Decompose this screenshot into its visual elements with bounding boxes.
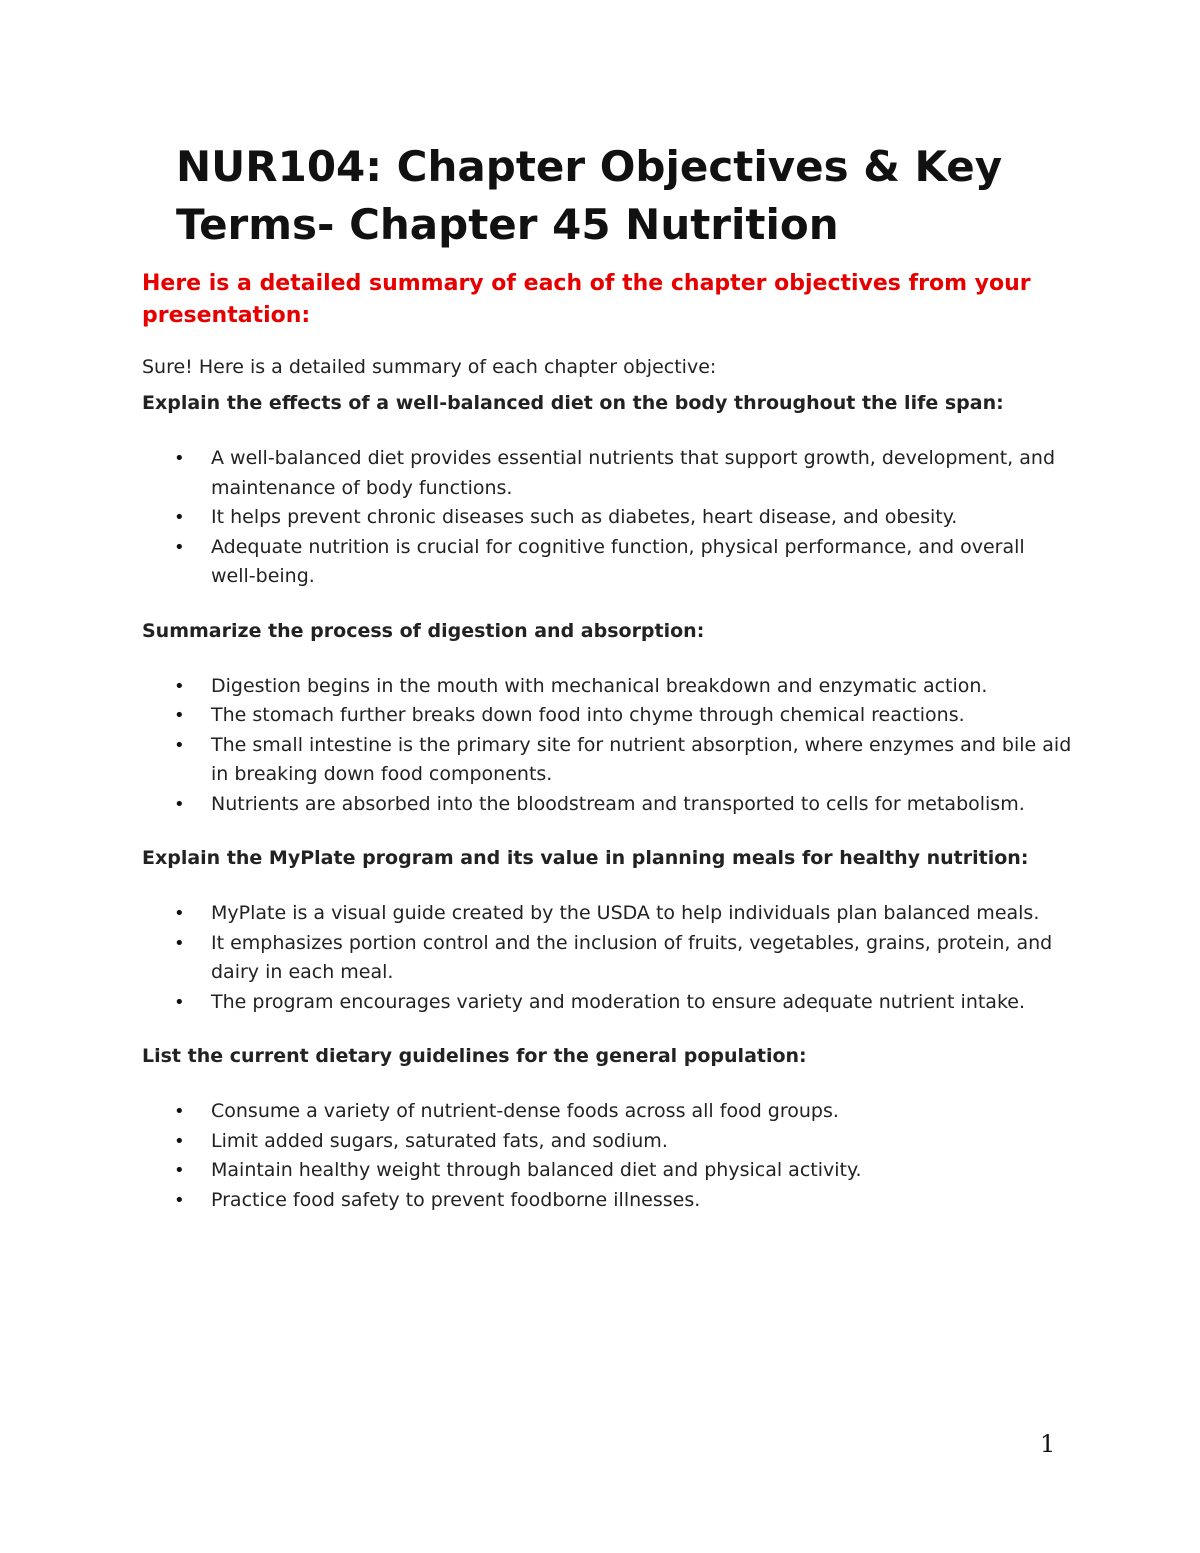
section-heading: List the current dietary guidelines for the general population: (142, 1045, 807, 1067)
list-item-text: MyPlate is a visual guide created by the USDA to help individuals plan balanced meals. (211, 902, 1040, 924)
bullet-icon: • (174, 507, 185, 528)
list-item (142, 899, 1072, 929)
bullet-icon: • (174, 903, 185, 924)
lead-sentence: Sure! Here is a detailed summary of each chapter objective: (142, 356, 717, 378)
list-item (142, 988, 1072, 1018)
bullet-icon: • (174, 793, 185, 815)
list-item-text: It helps prevent chronic diseases such as diabetes, heart disease, and obesity. (211, 506, 958, 528)
list-item (142, 929, 1072, 988)
section-heading: Explain the effects of a well-balanced diet on the body throughout the life span: (142, 392, 1004, 414)
list-item (142, 503, 1072, 533)
bullet-icon: • (174, 675, 185, 697)
bullet-icon: • (174, 705, 185, 726)
section-heading: Explain the MyPlate program and its value in planning meals for healthy nutrition: (142, 847, 1029, 869)
list-item-text: A well-balanced diet provides essential nutrients that support growth, development, and maintenance of body functions. (211, 447, 1056, 499)
section-myplate (142, 843, 1072, 1017)
list-item-text: The program encourages variety and moderation to ensure adequate nutrient intake. (211, 990, 1026, 1013)
list-item (142, 790, 1072, 820)
bullet-icon: • (174, 1101, 185, 1122)
list-item-text: Consume a variety of nutrient-dense foods across all food groups. (211, 1100, 839, 1122)
list-item-text: It emphasizes portion control and the inclusion of fruits, vegetables, grains, protein, and dairy in each meal. (211, 931, 1053, 983)
list-item-text: Nutrients are absorbed into the bloodstream and transported to cells for metabolism. (211, 792, 1025, 815)
list-item (142, 1127, 1072, 1157)
intro-statement: Here is a detailed summary of each of the chapter objectives from your presentation: (142, 271, 1031, 328)
document-body (142, 268, 1072, 1215)
page-number: 1 (1040, 1430, 1056, 1458)
list-item (142, 1097, 1072, 1127)
list-item-text: The small intestine is the primary site for nutrient absorption, where enzymes and bile aid in breaking down food components. (211, 733, 1072, 785)
section-digestion-absorption (142, 616, 1072, 820)
list-item-text: The stomach further breaks down food into chyme through chemical reactions. (211, 704, 965, 726)
bullet-list (142, 444, 1072, 592)
list-item (142, 1186, 1072, 1216)
section-heading: Summarize the process of digestion and absorption: (142, 619, 705, 642)
list-item (142, 1156, 1072, 1186)
list-item-text: Practice food safety to prevent foodborne illnesses. (211, 1188, 701, 1211)
list-item (142, 731, 1072, 790)
bullet-list (142, 672, 1072, 820)
bullet-icon: • (174, 1130, 185, 1152)
list-item (142, 533, 1072, 592)
list-item (142, 444, 1072, 503)
list-item-text: Maintain healthy weight through balanced diet and physical activity. (211, 1159, 862, 1181)
bullet-list (142, 1097, 1072, 1215)
bullet-icon: • (174, 448, 185, 469)
document-title: NUR104: Chapter Objectives & Key Terms- Chapter 45 Nutrition (176, 142, 1003, 249)
bullet-list (142, 899, 1072, 1017)
list-item-text: Limit added sugars, saturated fats, and sodium. (211, 1129, 668, 1152)
section-well-balanced-diet (142, 388, 1072, 592)
list-item (142, 672, 1072, 702)
bullet-icon: • (174, 932, 185, 954)
bullet-icon: • (174, 536, 185, 558)
list-item-text: Digestion begins in the mouth with mechanical breakdown and enzymatic action. (211, 674, 988, 697)
section-dietary-guidelines (142, 1041, 1072, 1215)
bullet-icon: • (174, 1189, 185, 1211)
bullet-icon: • (174, 1160, 185, 1181)
list-item (142, 701, 1072, 731)
bullet-icon: • (174, 991, 185, 1013)
list-item-text: Adequate nutrition is crucial for cognitive function, physical performance, and overall well-being. (211, 535, 1025, 587)
bullet-icon: • (174, 734, 185, 756)
